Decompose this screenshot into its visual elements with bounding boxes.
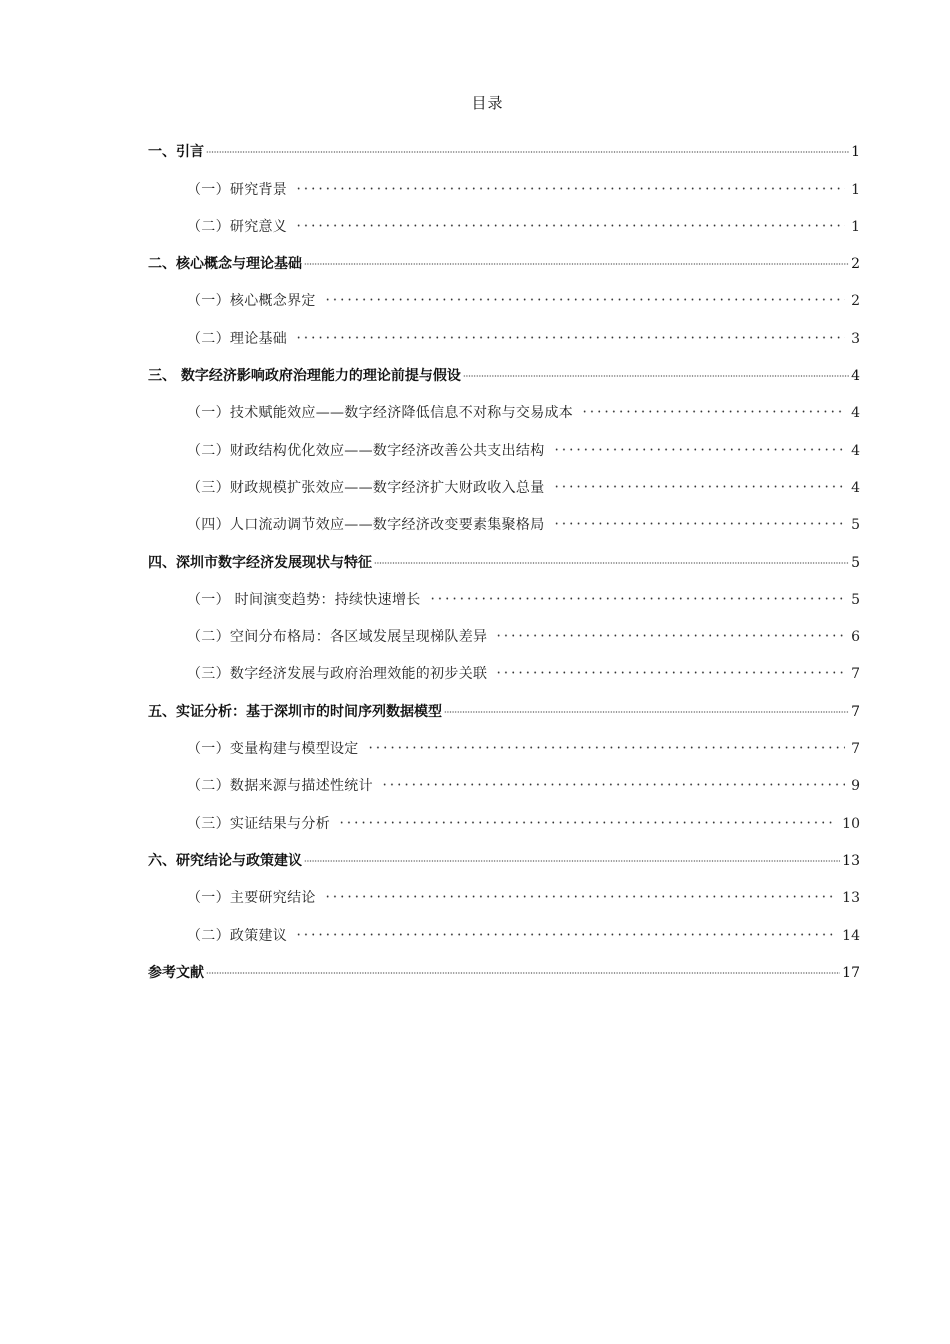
toc-page-number: 7 bbox=[851, 666, 860, 683]
dot-leader bbox=[304, 860, 840, 862]
toc-chapter-entry[interactable] bbox=[148, 348, 860, 385]
dot-leader bbox=[322, 895, 836, 898]
dot-leader bbox=[444, 711, 849, 713]
toc-entry-text: 四、深圳市数字经济发展现状与特征 bbox=[148, 554, 372, 571]
toc-page-number: 2 bbox=[851, 256, 860, 273]
toc-section-entry[interactable] bbox=[148, 310, 860, 347]
dot-leader bbox=[293, 224, 845, 227]
toc-section-entry[interactable] bbox=[148, 907, 860, 944]
dot-leader bbox=[579, 410, 845, 413]
toc-entry-text: （二）政策建议 bbox=[187, 927, 288, 944]
toc-entry-text: （二）研究意义 bbox=[187, 218, 288, 235]
toc-chapter-entry[interactable] bbox=[148, 945, 860, 982]
toc-page-number: 4 bbox=[851, 442, 860, 459]
toc-section-entry[interactable] bbox=[148, 572, 860, 609]
toc-page-number: 10 bbox=[842, 815, 860, 832]
dot-leader bbox=[551, 485, 846, 488]
toc-page-number: 1 bbox=[851, 218, 860, 235]
toc-page-number: 5 bbox=[851, 554, 860, 571]
dot-leader bbox=[336, 821, 836, 824]
dot-leader bbox=[322, 298, 845, 301]
dot-leader bbox=[374, 562, 849, 564]
toc-entry-text: 六、研究结论与政策建议 bbox=[148, 852, 302, 869]
dot-leader bbox=[551, 448, 846, 451]
dot-leader bbox=[379, 783, 845, 786]
toc-entry-text: （三）数字经济发展与政府治理效能的初步关联 bbox=[187, 666, 488, 683]
toc-entry-text: （四）人口流动调节效应——数字经济改变要素集聚格局 bbox=[187, 517, 545, 534]
toc-page-number: 5 bbox=[851, 591, 860, 608]
toc-section-entry[interactable] bbox=[148, 609, 860, 646]
toc-chapter-entry[interactable] bbox=[148, 236, 860, 273]
toc-page-number: 2 bbox=[851, 293, 860, 310]
toc-page-number: 4 bbox=[851, 368, 860, 385]
toc-section-entry[interactable] bbox=[148, 385, 860, 422]
toc-entry-text: （一）主要研究结论 bbox=[187, 890, 316, 907]
dot-leader bbox=[206, 972, 840, 974]
toc-entry-text: （一）变量构建与模型设定 bbox=[187, 741, 359, 758]
toc-entry-text: 五、实证分析：基于深圳市的时间序列数据模型 bbox=[148, 703, 442, 720]
toc-page-number: 9 bbox=[851, 778, 860, 795]
dot-leader bbox=[206, 151, 849, 153]
dot-leader bbox=[293, 933, 836, 936]
toc-entry-text: （一）核心概念界定 bbox=[187, 293, 316, 310]
dot-leader bbox=[427, 597, 846, 600]
toc-page-number: 6 bbox=[851, 629, 860, 646]
toc-entry-text: （一） 时间演变趋势：持续快速增长 bbox=[187, 591, 421, 608]
dot-leader bbox=[293, 187, 845, 190]
toc-entry-text: （一）技术赋能效应——数字经济降低信息不对称与交易成本 bbox=[187, 405, 574, 422]
toc-entry-text: （三）财政规模扩张效应——数字经济扩大财政收入总量 bbox=[187, 479, 545, 496]
toc-page-number: 7 bbox=[851, 703, 860, 720]
toc-entry-text: （二）数据来源与描述性统计 bbox=[187, 778, 373, 795]
toc-chapter-entry[interactable] bbox=[148, 124, 860, 161]
table-of-contents bbox=[148, 124, 860, 982]
dot-leader bbox=[493, 671, 845, 674]
toc-chapter-entry[interactable] bbox=[148, 833, 860, 870]
dot-leader bbox=[493, 634, 845, 637]
toc-entry-text: （二）空间分布格局：各区域发展呈现梯队差异 bbox=[187, 629, 488, 646]
toc-page-number: 17 bbox=[842, 964, 860, 981]
toc-page-number: 1 bbox=[851, 144, 860, 161]
toc-entry-text: （二）理论基础 bbox=[187, 330, 288, 347]
toc-entry-text: 参考文献 bbox=[148, 964, 204, 981]
dot-leader bbox=[463, 375, 849, 377]
dot-leader bbox=[551, 522, 846, 525]
toc-page-number: 4 bbox=[851, 405, 860, 422]
toc-page-number: 13 bbox=[842, 852, 860, 869]
toc-section-entry[interactable] bbox=[148, 422, 860, 459]
toc-title: 目录 bbox=[471, 94, 504, 112]
toc-entry-text: （一）研究背景 bbox=[187, 181, 288, 198]
toc-chapter-entry[interactable] bbox=[148, 683, 860, 720]
toc-page-number: 7 bbox=[851, 741, 860, 758]
dot-leader bbox=[293, 336, 845, 339]
toc-entry-text: 二、核心概念与理论基础 bbox=[148, 256, 302, 273]
toc-page-number: 13 bbox=[842, 890, 860, 907]
toc-section-entry[interactable] bbox=[148, 721, 860, 758]
toc-entry-text: （三）实证结果与分析 bbox=[187, 815, 330, 832]
toc-entry-text: 三、 数字经济影响政府治理能力的理论前提与假设 bbox=[148, 368, 461, 385]
toc-section-entry[interactable] bbox=[148, 273, 860, 310]
dot-leader bbox=[304, 263, 849, 265]
toc-entry-text: （二）财政结构优化效应——数字经济改善公共支出结构 bbox=[187, 442, 545, 459]
toc-page-number: 5 bbox=[851, 517, 860, 534]
toc-page-number: 4 bbox=[851, 479, 860, 496]
toc-section-entry[interactable] bbox=[148, 870, 860, 907]
toc-section-entry[interactable] bbox=[148, 497, 860, 534]
toc-section-entry[interactable] bbox=[148, 161, 860, 198]
toc-section-entry[interactable] bbox=[148, 199, 860, 236]
toc-section-entry[interactable] bbox=[148, 758, 860, 795]
toc-section-entry[interactable] bbox=[148, 795, 860, 832]
toc-entry-text: 一、引言 bbox=[148, 144, 204, 161]
toc-section-entry[interactable] bbox=[148, 646, 860, 683]
toc-page-number: 1 bbox=[851, 181, 860, 198]
toc-section-entry[interactable] bbox=[148, 460, 860, 497]
toc-chapter-entry[interactable] bbox=[148, 534, 860, 571]
toc-page-number: 14 bbox=[842, 927, 860, 944]
dot-leader bbox=[365, 746, 845, 749]
toc-page-number: 3 bbox=[851, 330, 860, 347]
